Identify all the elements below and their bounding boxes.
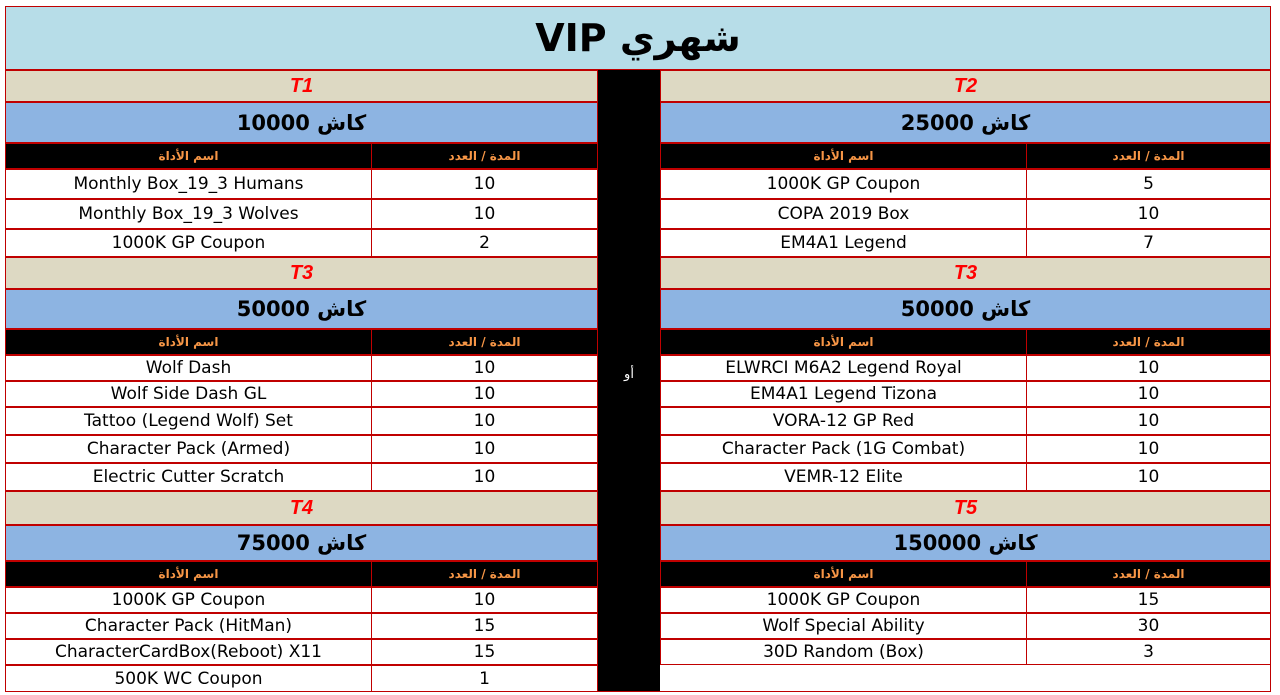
item-quantity: 3 bbox=[1143, 642, 1154, 662]
item-quantity: 15 bbox=[1137, 590, 1160, 610]
header-quantity: المدة / العدد bbox=[448, 335, 521, 349]
item-name: EM4A1 Legend bbox=[661, 230, 1027, 256]
item-name: Monthly Box_19_3 Wolves bbox=[6, 200, 372, 228]
tier-label: T1 bbox=[5, 70, 598, 102]
item-name: COPA 2019 Box bbox=[661, 200, 1027, 228]
tier-label: T3 bbox=[5, 257, 598, 289]
item-quantity: 5 bbox=[1143, 174, 1154, 194]
item-quantity: 15 bbox=[473, 616, 496, 636]
item-name: Tattoo (Legend Wolf) Set bbox=[6, 408, 372, 434]
item-quantity: 7 bbox=[1143, 233, 1154, 253]
item-name: 1000K GP Coupon bbox=[6, 230, 372, 256]
outer-frame bbox=[5, 6, 1271, 692]
item-quantity: 10 bbox=[473, 204, 496, 224]
item-name: Wolf Side Dash GL bbox=[6, 382, 372, 406]
tier-label: T5 bbox=[660, 491, 1271, 525]
header-item-name: اسم الأداة bbox=[6, 562, 372, 586]
item-quantity: 10 bbox=[1137, 439, 1160, 459]
price-label: كاش 50000 bbox=[660, 289, 1271, 329]
header-item-name: اسم الأداة bbox=[6, 144, 372, 168]
item-name: 1000K GP Coupon bbox=[661, 588, 1027, 612]
item-quantity: 1 bbox=[479, 668, 490, 689]
item-name: Monthly Box_19_3 Humans bbox=[6, 170, 372, 198]
item-quantity: 10 bbox=[1137, 411, 1160, 431]
item-name: VEMR-12 Elite bbox=[661, 464, 1027, 490]
item-quantity: 2 bbox=[479, 233, 490, 253]
item-quantity: 10 bbox=[473, 411, 496, 431]
item-name: 1000K GP Coupon bbox=[661, 170, 1027, 198]
item-quantity: 10 bbox=[473, 384, 496, 404]
item-name: 500K WC Coupon bbox=[6, 666, 372, 691]
header-item-name: اسم الأداة bbox=[661, 330, 1027, 354]
header-item-name: اسم الأداة bbox=[661, 144, 1027, 168]
item-name: CharacterCardBox(Reboot) X11 bbox=[6, 640, 372, 664]
item-name: Character Pack (HitMan) bbox=[6, 614, 372, 638]
header-quantity: المدة / العدد bbox=[448, 149, 521, 163]
or-label: أو bbox=[624, 366, 634, 382]
header-quantity: المدة / العدد bbox=[1112, 335, 1185, 349]
item-name: ELWRCI M6A2 Legend Royal bbox=[661, 356, 1027, 380]
item-name: Character Pack (1G Combat) bbox=[661, 436, 1027, 462]
item-name: Character Pack (Armed) bbox=[6, 436, 372, 462]
item-quantity: 10 bbox=[473, 174, 496, 194]
price-label: كاش 75000 bbox=[5, 525, 598, 561]
price-label: كاش 25000 bbox=[660, 102, 1271, 143]
tier-label: T3 bbox=[660, 257, 1271, 289]
header-quantity: المدة / العدد bbox=[1112, 149, 1185, 163]
item-name: Wolf Special Ability bbox=[661, 614, 1027, 638]
tier-label: T4 bbox=[5, 491, 598, 525]
item-quantity: 30 bbox=[1137, 616, 1160, 636]
item-quantity: 10 bbox=[1137, 467, 1160, 487]
header-item-name: اسم الأداة bbox=[6, 330, 372, 354]
page-title: شهري VIP bbox=[5, 6, 1271, 70]
header-quantity: المدة / العدد bbox=[1112, 567, 1185, 581]
item-name: 30D Random (Box) bbox=[661, 640, 1027, 664]
item-quantity: 10 bbox=[473, 439, 496, 459]
item-quantity: 10 bbox=[1137, 204, 1160, 224]
header-item-name: اسم الأداة bbox=[661, 562, 1027, 586]
item-name: Electric Cutter Scratch bbox=[6, 464, 372, 490]
price-label: كاش 50000 bbox=[5, 289, 598, 329]
item-quantity: 15 bbox=[473, 642, 496, 662]
item-quantity: 10 bbox=[1137, 384, 1160, 404]
item-name: Wolf Dash bbox=[6, 356, 372, 380]
header-quantity: المدة / العدد bbox=[448, 567, 521, 581]
item-name: 1000K GP Coupon bbox=[6, 588, 372, 612]
price-label: كاش 150000 bbox=[660, 525, 1271, 561]
item-quantity: 10 bbox=[473, 467, 496, 487]
item-name: VORA-12 GP Red bbox=[661, 408, 1027, 434]
price-label: كاش 10000 bbox=[5, 102, 598, 143]
tier-label: T2 bbox=[660, 70, 1271, 102]
item-name: EM4A1 Legend Tizona bbox=[661, 382, 1027, 406]
item-quantity: 10 bbox=[473, 590, 496, 610]
item-quantity: 10 bbox=[1137, 358, 1160, 378]
item-quantity: 10 bbox=[473, 358, 496, 378]
